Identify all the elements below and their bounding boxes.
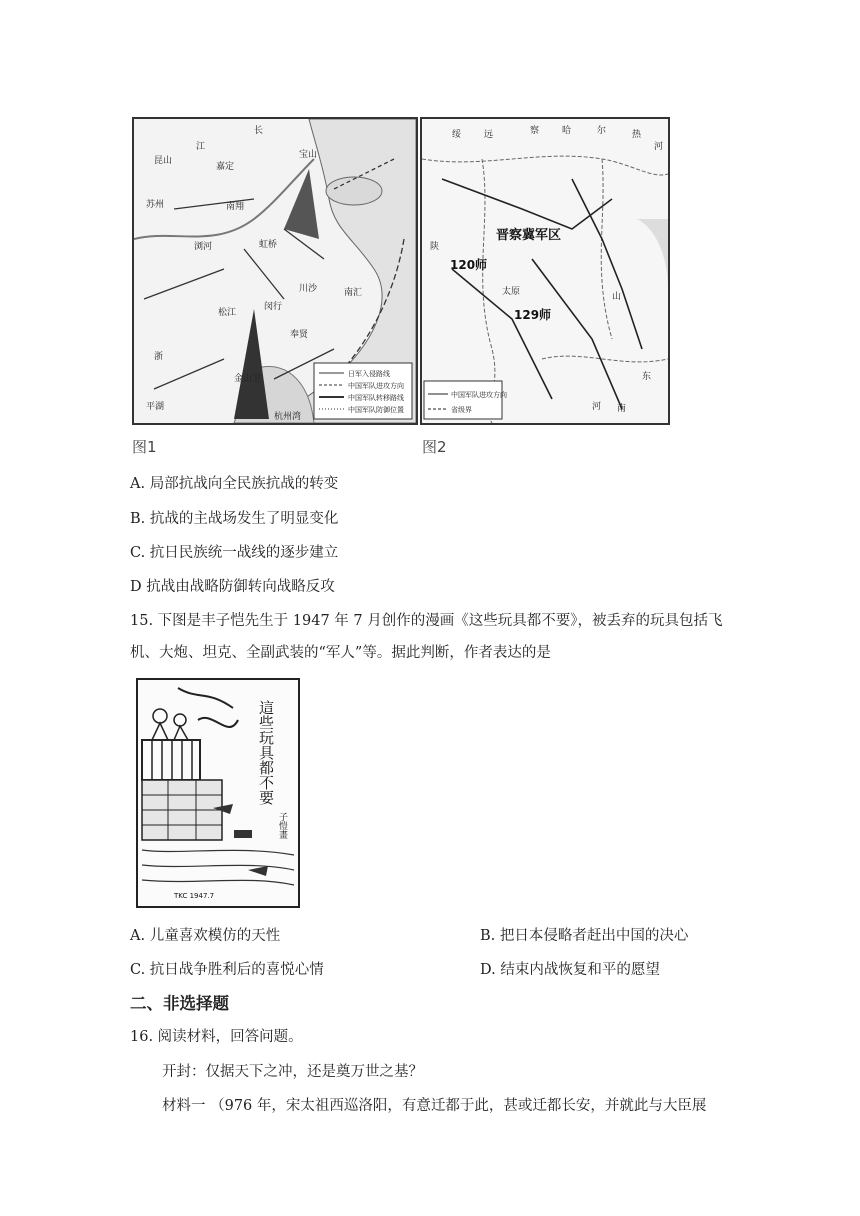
svg-text:河: 河 [592, 402, 602, 412]
svg-text:远: 远 [484, 130, 494, 140]
svg-text:热: 热 [632, 130, 642, 140]
q16-subtitle: 开封：仅据天下之冲，还是奠万世之基？ [162, 1064, 423, 1080]
svg-text:山: 山 [612, 292, 622, 302]
svg-text:江: 江 [196, 142, 206, 152]
svg-text:昆山: 昆山 [154, 156, 173, 166]
svg-text:省级界: 省级界 [451, 406, 472, 414]
map-1-caption: 图1 [132, 438, 157, 456]
svg-text:绥: 绥 [452, 130, 462, 140]
q14-option-a: A. 局部抗战向全民族抗战的转变 [130, 476, 339, 492]
svg-text:平湖: 平湖 [146, 402, 165, 412]
svg-text:太原: 太原 [502, 287, 521, 297]
map-2-drawing [422, 119, 668, 423]
svg-text:南: 南 [617, 404, 627, 414]
svg-text:中国军队进攻方向: 中国军队进攻方向 [348, 382, 404, 390]
cartoon-signature: 子愷畫 [277, 812, 287, 839]
svg-text:中国军队进攻方向: 中国军队进攻方向 [451, 391, 507, 399]
svg-text:闵行: 闵行 [264, 302, 283, 312]
map-2-caption: 图2 [422, 438, 447, 456]
svg-text:杭州湾: 杭州湾 [274, 412, 302, 422]
svg-text:金山卫: 金山卫 [234, 374, 262, 384]
svg-text:中国军队防御位置: 中国军队防御位置 [348, 406, 404, 414]
q16-material-1: 材料一 （976 年，宋太祖西巡洛阳，有意迁都于此，甚或迁都长安，并就此与大臣展 [162, 1098, 707, 1114]
svg-text:奉贤: 奉贤 [290, 330, 309, 340]
svg-text:129师: 129师 [514, 308, 552, 322]
svg-text:浙: 浙 [154, 352, 164, 362]
q14-option-d: D 抗战由战略防御转向战略反攻 [130, 579, 335, 595]
q16-stem: 16. 阅读材料，回答问题。 [130, 1029, 303, 1045]
q15-stem-line-1: 15. 下图是丰子恺先生于 1947 年 7 月创作的漫画《这些玩具都不要》，被丢弃的玩具包括飞 [130, 613, 723, 629]
svg-text:尔: 尔 [597, 126, 607, 136]
svg-text:中国军队转移路线: 中国军队转移路线 [348, 394, 404, 402]
q15-option-a: A. 儿童喜欢模仿的天性 [130, 928, 281, 944]
svg-text:南汇: 南汇 [344, 288, 363, 298]
map-1-drawing [134, 119, 416, 423]
svg-text:浏河: 浏河 [194, 242, 213, 252]
map-figure-2 [420, 117, 670, 425]
q14-option-b: B. 抗战的主战场发生了明显变化 [130, 511, 339, 527]
q15-option-d: D. 结束内战恢复和平的愿望 [480, 962, 660, 978]
svg-text:察: 察 [530, 126, 540, 136]
cartoon-date: TKC 1947.7 [174, 892, 215, 900]
map-figure-1 [132, 117, 418, 425]
svg-text:哈: 哈 [562, 126, 572, 136]
svg-text:长: 长 [254, 126, 264, 136]
svg-text:日军入侵路线: 日军入侵路线 [348, 370, 390, 378]
svg-text:河: 河 [654, 142, 664, 152]
q15-option-c: C. 抗日战争胜利后的喜悦心情 [130, 962, 324, 978]
q15-stem-line-2: 机、大炮、坦克、全副武装的“军人”等。据此判断，作者表达的是 [130, 645, 551, 661]
svg-text:苏州: 苏州 [146, 200, 165, 210]
svg-text:东: 东 [642, 372, 652, 382]
svg-text:川沙: 川沙 [299, 284, 318, 294]
cartoon-figure [136, 678, 300, 908]
svg-text:晋察冀军区: 晋察冀军区 [496, 228, 562, 243]
q15-option-b: B. 把日本侵略者赶出中国的决心 [480, 928, 689, 944]
q14-option-c: C. 抗日民族统一战线的逐步建立 [130, 545, 339, 561]
svg-text:120师: 120师 [450, 258, 488, 272]
section-2-heading: 二、非选择题 [130, 994, 229, 1013]
cartoon-drawing [138, 680, 298, 906]
svg-text:宝山: 宝山 [299, 150, 318, 160]
svg-text:虹桥: 虹桥 [259, 240, 278, 250]
svg-text:嘉定: 嘉定 [216, 162, 235, 172]
svg-text:南翔: 南翔 [226, 202, 245, 212]
svg-text:松江: 松江 [218, 308, 237, 318]
cartoon-title: 這些玩具都不要 [257, 700, 275, 805]
svg-text:陕: 陕 [430, 242, 440, 252]
